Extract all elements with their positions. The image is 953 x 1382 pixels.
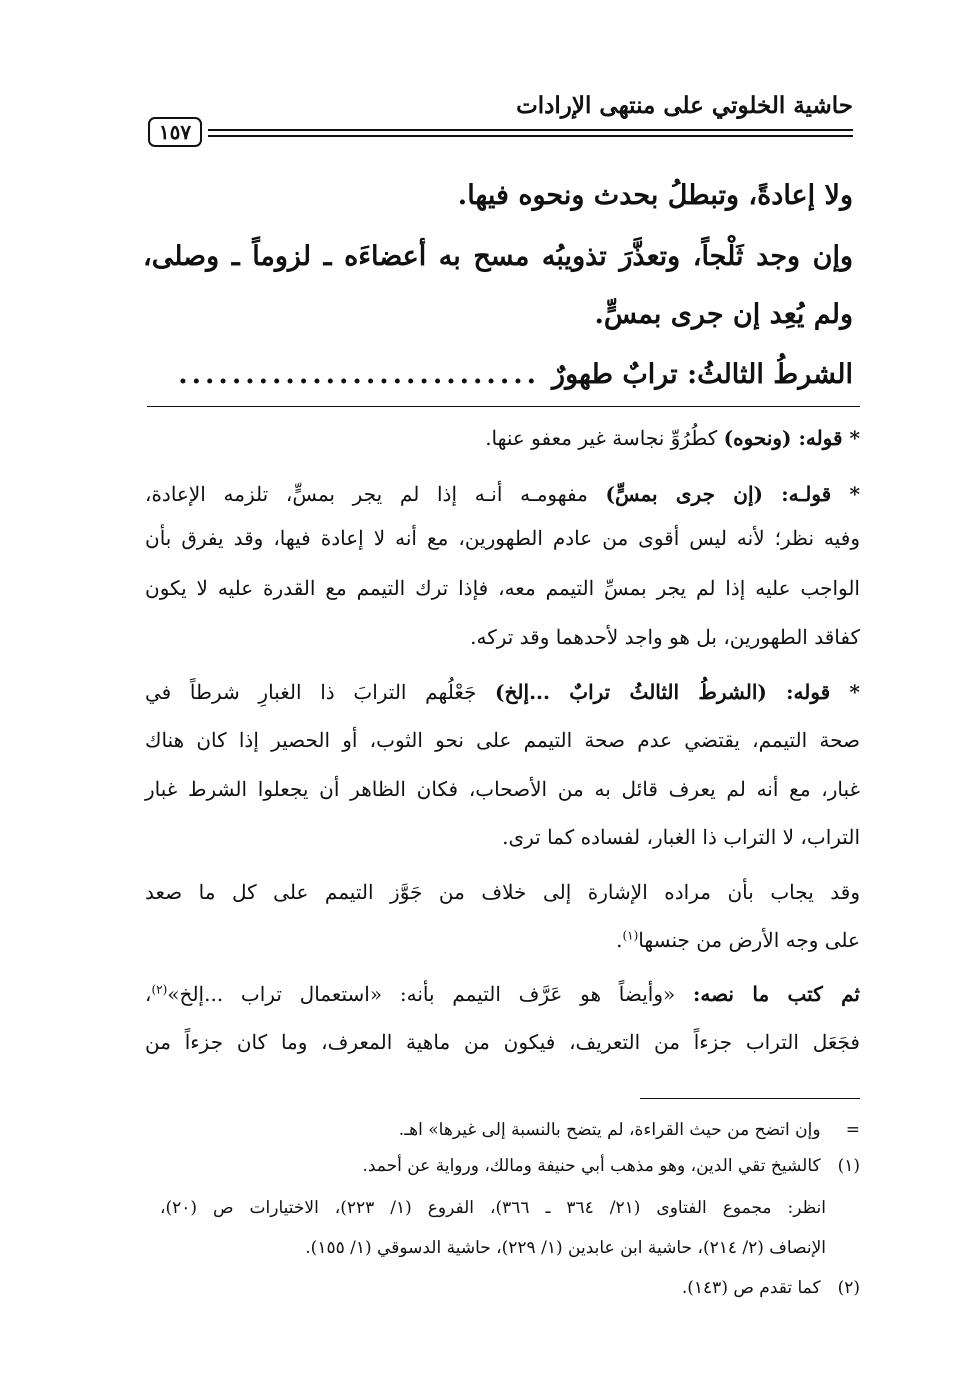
commentary-line: كفاقد الطهورين، بل هو واجد لأحدهما وقد تركه. [470, 625, 860, 649]
leader-dots: ........................... [178, 359, 541, 390]
commentary-text: مفهومـه أنـه إذا لم يجر بمسٍّ، تلزمه الإعادة، [145, 482, 588, 506]
footnote-line [160, 1274, 860, 1302]
text-separator [147, 406, 860, 407]
footnote-text: وإن اتضح من حيث القراءة، لم يتضح بالنسبة إلى غيرها» اهـ. [398, 1120, 821, 1140]
commentary-text: جَعْلُهم الترابَ ذا الغبارِ شرطاً في [145, 680, 477, 704]
main-text-heading: الشرطُ الثالثُ: ترابٌ طهورٌ [552, 359, 853, 390]
footnote-line [160, 1116, 860, 1144]
footnote-line [160, 1234, 860, 1262]
commentary-marker: * قوله: (ونحوه) [723, 426, 860, 450]
commentary-marker: * قوله: (الشرطُ الثالثُ ترابٌ ...إلخ) [495, 680, 861, 704]
commentary-line: وفيه نظر؛ لأنه ليس أقوى من عادم الطهورين، مع أنه لا إعادة فيها، وقد يفرق بأن [145, 526, 860, 550]
footnote-ref[interactable]: (١) [622, 928, 639, 943]
commentary-line: صحة التيمم، يقتضي عدم صحة التيمم على نحو الثوب، أو الحصير إذا كان هناك [145, 728, 860, 752]
main-text-line: ولا إعادةً، وتبطلُ بحدث ونحوه فيها. [457, 180, 853, 211]
commentary-line: غبار، مع أنه لم يعرف قائل به من الأصحاب، فكان الظاهر أن يجعلوا الشرط غبار [145, 777, 860, 801]
header-rule [208, 129, 853, 131]
footnote-reference-text: انظر: مجموع الفتاوى (٢١/ ٣٦٤ ـ ٣٦٦)، الفروع (١/ ٢٢٣)، الاختيارات ص (٢٠)، [160, 1198, 827, 1218]
commentary-text: على وجه الأرض من جنسها [638, 928, 860, 952]
page-number: ١٥٧ [148, 117, 202, 147]
footnote-ref[interactable]: (٢) [151, 982, 168, 997]
footnote-number: (١) [837, 1156, 860, 1176]
footnote-rule [640, 1098, 860, 1099]
commentary-line [145, 478, 860, 510]
commentary-line [145, 924, 860, 956]
commentary-marker: * قولـه: (إن جرى بمسٍّ) [605, 482, 860, 506]
footnote-number: (٢) [837, 1278, 860, 1298]
footnote-text: كما تقدم ص (١٤٣). [681, 1278, 821, 1298]
commentary-line: وقد يجاب بأن مراده الإشارة إلى خلاف من جَوَّز التيمم على كل ما صعد [145, 880, 861, 904]
commentary-line [145, 978, 860, 1010]
commentary-text: كطُرُوِّ نجاسة غير معفو عنها. [485, 426, 718, 450]
commentary-line: التراب، لا التراب ذا الغبار، لفساده كما ترى. [502, 825, 860, 849]
footnote-reference-text: الإنصاف (٢/ ٢١٤)، حاشية ابن عابدين (١/ ٢٢٩)، حاشية الدسوقي (١/ ١٥٥). [305, 1238, 826, 1258]
continuation-marker: = [845, 1120, 860, 1140]
main-text-line: وإن وجد ثَلْجاً، وتعذَّرَ تذويبُه مسح به أعضاءَه ـ لزوماً ـ وصلى، [143, 241, 854, 272]
header-rule [208, 135, 853, 137]
commentary-text: «وأيضاً هو عَرَّف التيمم بأنه: «استعمال تراب ...إلخ» [167, 982, 676, 1006]
footnote-line [160, 1152, 860, 1180]
commentary-text: ، [145, 982, 152, 1006]
commentary-text: . [616, 928, 623, 952]
commentary-line [145, 422, 860, 454]
running-title: حاشية الخلوتي على منتهى الإرادات [516, 92, 853, 119]
commentary-line [145, 676, 860, 708]
main-text-line [162, 355, 853, 395]
commentary-line: الواجب عليه إذا لم يجر بمسِّ التيمم معه، فإذا ترك التيمم مع القدرة عليه لا يكون [145, 576, 860, 600]
commentary-line: فجَعَل التراب جزءاً من التعريف، فيكون من ماهية المعرف، وما كان جزءاً من [145, 1030, 860, 1054]
footnote-text: كالشيخ تقي الدين، وهو مذهب أبي حنيفة ومالك، ورواية عن أحمد. [362, 1156, 821, 1176]
commentary-marker: ثم كتب ما نصه: [692, 982, 860, 1006]
main-text-line: ولم يُعِد إن جرى بمسٍّ. [594, 299, 853, 330]
footnote-line [160, 1194, 860, 1222]
